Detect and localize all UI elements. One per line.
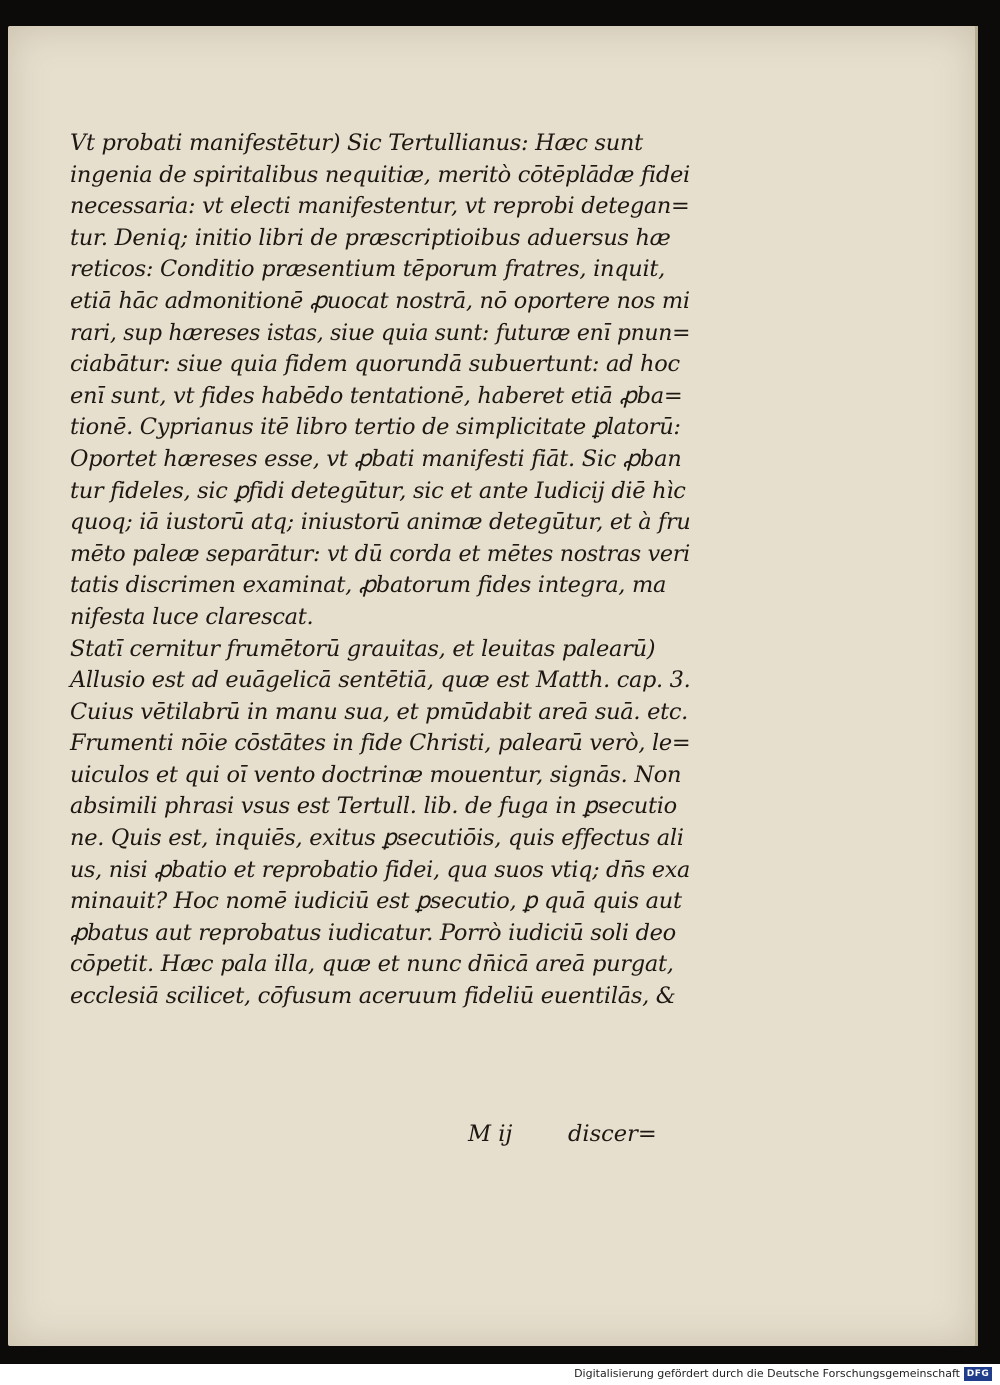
text-line: ecclesiā scilicet, cōfusum aceruum fideliū euentilās, & — [70, 983, 676, 1010]
funding-credit: Digitalisierung gefördert durch die Deutsche Forschungsgemeinschaft — [574, 1367, 960, 1380]
text-line: Statī cernitur frumētorū grauitas, et leuitas palearū) — [70, 635, 656, 662]
text-line: Frumenti nōie cōstātes in fide Christi, palearū verò, le= — [70, 730, 691, 757]
catchword: discer= — [568, 1121, 657, 1147]
text-line: minauit? Hoc nomē iudiciū est ꝑsecutio, ꝑ quā quis aut — [70, 888, 682, 915]
catchline — [70, 1118, 690, 1150]
text-line: us, nisi ꝓbatio et reprobatio fidei, qua suos vtiq; dn̄s exa — [70, 856, 691, 883]
text-line: mēto paleæ separātur: vt dū corda et mētes nostras veri — [70, 540, 690, 567]
text-line: cōpetit. Hæc pala illa, quæ et nunc dn̄icā areā purgat, — [70, 951, 674, 978]
text-line: Oportet hæreses esse, vt ꝓbati manifesti fiāt. Sic ꝓban — [70, 445, 682, 472]
footer-strip — [0, 1364, 1000, 1385]
page-edge — [975, 26, 978, 1346]
text-line: ingenia de spiritalibus nequitiæ, meritò cōtēplādæ fidei — [70, 161, 690, 188]
text-line: tur. Deniq; initio libri de præscriptioibus aduersus hæ — [70, 224, 671, 251]
text-line: Cuius vētilabrū in manu sua, et pmūdabit areā suā. etc. — [70, 698, 689, 725]
text-line: Allusio est ad euāgelicā sentētiā, quæ est Matth. cap. 3. — [70, 667, 691, 694]
text-line: tur fideles, sic ꝑfidi detegūtur, sic et ante Iudicij diē hìc — [70, 477, 686, 504]
text-line: quoq; iā iustorū atq; iniustorū animæ detegūtur, et à fru — [70, 509, 691, 536]
text-line: necessaria: vt electi manifestentur, vt reprobi detegan= — [70, 193, 690, 220]
text-line: Vt probati manifestētur) Sic Tertullianus: Hæc sunt — [70, 130, 643, 156]
text-line: ciabātur: siue quia fidem quorundā subuertunt: ad hoc — [70, 351, 680, 378]
dfg-logo-icon: DFG — [964, 1367, 992, 1381]
text-line: nifesta luce clarescat. — [70, 603, 314, 630]
text-line: ꝓbatus aut reprobatus iudicatur. Porrò iudiciū soli deo — [70, 919, 676, 946]
body-text — [70, 128, 690, 1013]
text-line: etiā hāc admonitionē ꝓuocat nostrā, nō oportere nos mi — [70, 287, 690, 314]
text-line: ne. Quis est, inquiēs, exitus ꝑsecutiōis, quis effectus ali — [70, 825, 684, 852]
text-line: tatis discrimen examinat, ꝓbatorum fides integra, ma — [70, 572, 667, 599]
text-line: absimili phrasi vsus est Tertull. lib. de fuga in ꝑsecutio — [70, 793, 677, 820]
text-line: enī sunt, vt fides habēdo tentationē, haberet etiā ꝓba= — [70, 382, 683, 409]
text-line: tionē. Cyprianus itē libro tertio de simplicitate ꝑlatorū: — [70, 414, 681, 441]
text-line: uiculos et qui oī vento doctrinæ mouentur, signās. Non — [70, 761, 682, 788]
text-line: rari, sup hæreses istas, siue quia sunt: futuræ enī pnun= — [70, 319, 691, 346]
text-line: reticos: Conditio præsentium tēporum fratres, inquit, — [70, 256, 665, 283]
signature-mark: M ij — [468, 1121, 513, 1147]
